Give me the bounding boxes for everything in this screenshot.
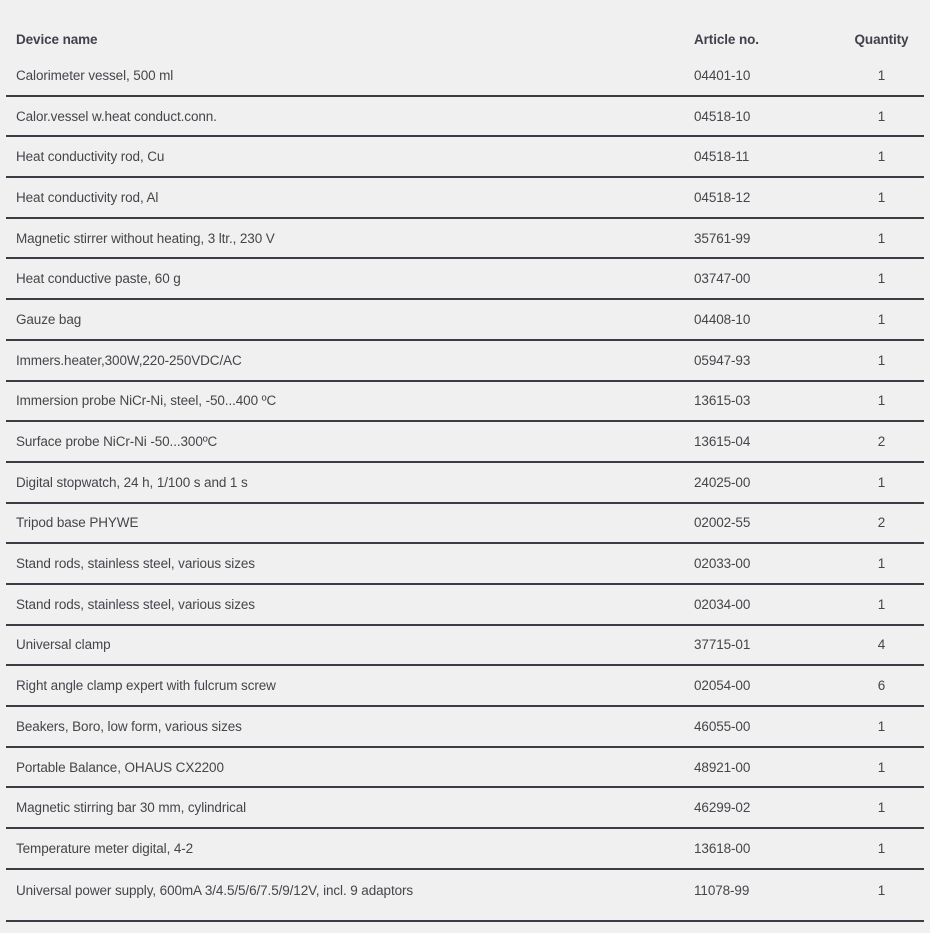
device-name-cell: Magnetic stirring bar 30 mm, cylindrical [16,800,247,816]
article-no-cell: 02033-00 [694,556,751,572]
article-no-cell: 03747-00 [694,271,751,287]
article-no-cell: 37715-01 [694,637,751,653]
table-row [6,585,924,626]
article-no-cell: 13615-04 [694,434,751,450]
quantity-cell: 1 [877,230,886,246]
article-no-cell: 48921-00 [694,759,751,775]
article-no-cell: 13618-00 [694,840,751,856]
quantity-cell: 4 [877,637,886,653]
quantity-cell: 1 [877,393,886,409]
article-no-cell: 46299-02 [694,800,751,816]
quantity-cell: 1 [877,352,886,368]
device-name-cell: Right angle clamp expert with fulcrum screw [16,678,276,694]
quantity-cell: 1 [877,556,886,572]
device-name-cell: Magnetic stirrer without heating, 3 ltr., 230 V [16,230,275,246]
quantity-cell: 1 [877,149,886,165]
column-header-quantity: Quantity [854,31,909,47]
table-body [6,56,924,910]
quantity-cell: 1 [877,840,886,856]
article-no-cell: 35761-99 [694,230,751,246]
table-row [6,300,924,341]
table-row [6,748,924,789]
quantity-cell: 1 [877,189,886,205]
quantity-cell: 1 [877,108,886,124]
table-row [6,56,924,97]
article-no-cell: 11078-99 [694,882,750,898]
table-row [6,544,924,585]
table-header-row [6,22,924,56]
quantity-cell: 6 [877,678,886,694]
device-name-cell: Universal power supply, 600mA 3/4.5/5/6/7.5/9/12V, incl. 9 adaptors [16,882,414,898]
table-row [6,626,924,667]
column-header-article-no: Article no. [694,31,759,47]
quantity-cell: 1 [877,596,886,612]
device-name-cell: Temperature meter digital, 4-2 [16,840,194,856]
equipment-table [6,0,924,922]
article-no-cell: 02054-00 [694,678,751,694]
quantity-cell: 1 [877,759,886,775]
article-no-cell: 04518-12 [694,189,751,205]
article-no-cell: 04518-11 [694,149,750,165]
device-name-cell: Surface probe NiCr-Ni -50...300ºC [16,434,218,450]
device-name-cell: Heat conductivity rod, Al [16,189,159,205]
device-name-cell: Stand rods, stainless steel, various sizes [16,556,255,572]
table-row [6,870,924,911]
device-name-cell: Gauze bag [16,311,82,327]
table-row [6,829,924,870]
quantity-cell: 1 [877,67,886,83]
device-name-cell: Calorimeter vessel, 500 ml [16,67,174,83]
device-name-cell: Calor.vessel w.heat conduct.conn. [16,108,217,124]
quantity-cell: 1 [877,718,886,734]
table-row [6,422,924,463]
article-no-cell: 04401-10 [694,67,751,83]
table-row [6,137,924,178]
article-no-cell: 04408-10 [694,311,751,327]
device-name-cell: Portable Balance, OHAUS CX2200 [16,759,224,775]
column-header-device-name: Device name [16,31,98,47]
quantity-cell: 1 [877,271,886,287]
quantity-cell: 2 [877,434,886,450]
device-name-cell: Stand rods, stainless steel, various sizes [16,596,255,612]
table-row [6,219,924,260]
table-row [6,97,924,138]
device-name-cell: Beakers, Boro, low form, various sizes [16,718,242,734]
article-no-cell: 24025-00 [694,474,751,490]
article-no-cell: 05947-93 [694,352,751,368]
device-name-cell: Heat conductive paste, 60 g [16,271,181,287]
device-name-cell: Digital stopwatch, 24 h, 1/100 s and 1 s [16,474,248,490]
table-bottom-border [6,910,924,922]
table-row [6,178,924,219]
article-no-cell: 02034-00 [694,596,751,612]
quantity-cell: 2 [877,515,886,531]
table-row [6,666,924,707]
table-row [6,341,924,382]
device-name-cell: Heat conductivity rod, Cu [16,149,165,165]
quantity-cell: 1 [877,311,886,327]
device-name-cell: Immers.heater,300W,220-250VDC/AC [16,352,242,368]
table-row [6,382,924,423]
device-name-cell: Immersion probe NiCr-Ni, steel, -50...400 ºC [16,393,277,409]
device-name-cell: Tripod base PHYWE [16,515,139,531]
article-no-cell: 04518-10 [694,108,751,124]
device-name-cell: Universal clamp [16,637,111,653]
table-row [6,504,924,545]
table-row [6,463,924,504]
article-no-cell: 02002-55 [694,515,751,531]
table-row [6,707,924,748]
quantity-cell: 1 [877,474,886,490]
quantity-cell: 1 [877,882,886,898]
article-no-cell: 13615-03 [694,393,751,409]
table-row [6,259,924,300]
table-row [6,788,924,829]
article-no-cell: 46055-00 [694,718,751,734]
quantity-cell: 1 [877,800,886,816]
